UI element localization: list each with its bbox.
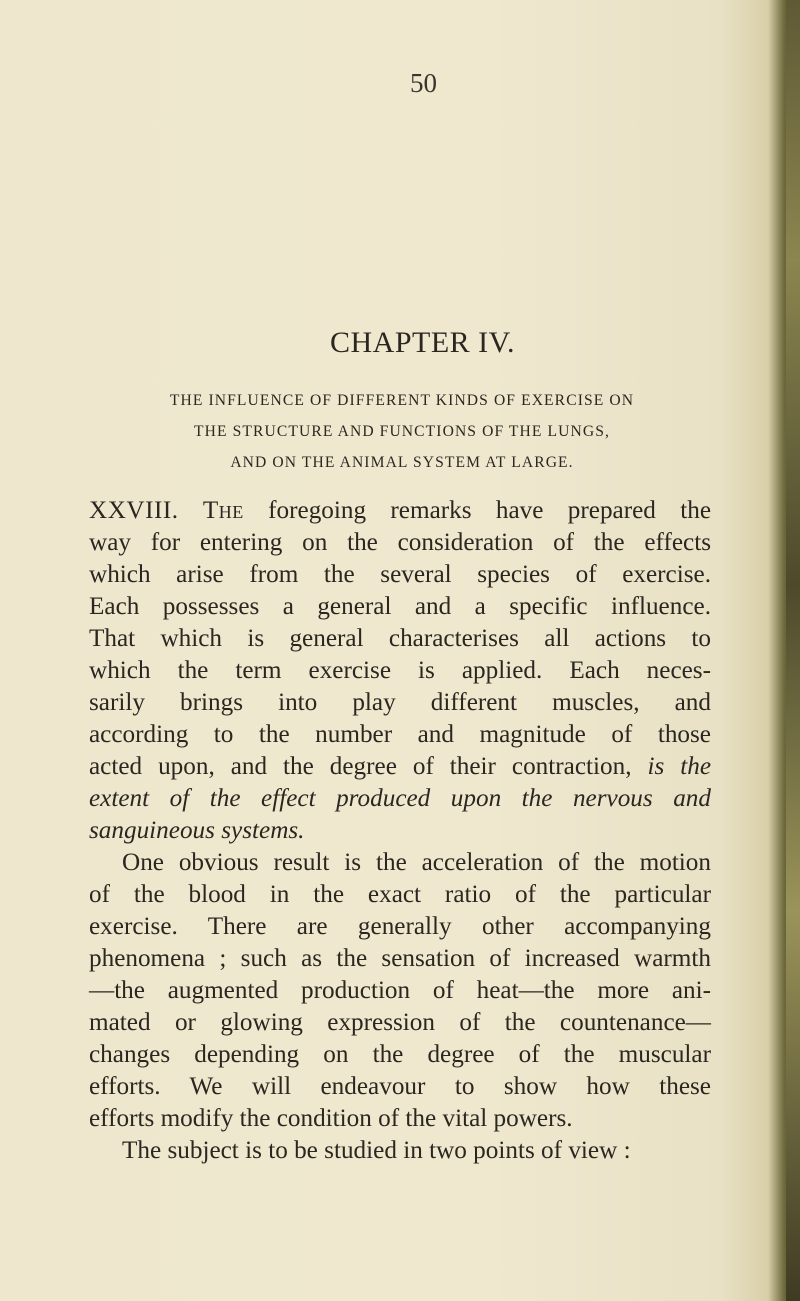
italic-text: sanguineous systems.	[89, 817, 305, 844]
para2-line-4: phenomena ; such as the sensation of increased warmth	[89, 945, 711, 972]
para3-line-1: The subject is to be studied in two points of view :	[122, 1137, 631, 1164]
chapter-title: CHAPTER IV.	[330, 326, 515, 359]
body-line-8: according to the number and magnitude of those	[89, 721, 711, 748]
para2-line-5: —the augmented production of heat—the more ani-	[89, 977, 711, 1004]
body-line-4: Each possesses a general and a specific influence.	[89, 593, 711, 620]
body-line-1	[89, 496, 711, 526]
para2-line-1: One obvious result is the acceleration of the motion	[122, 849, 711, 876]
para2-line-9: efforts modify the condition of the vital powers.	[89, 1105, 573, 1132]
para2-line-3: exercise. There are generally other accompanying	[89, 913, 711, 940]
lead-word: The	[202, 497, 244, 524]
body-line-7: sarily brings into play different muscles, and	[89, 689, 711, 716]
body-line-2: way for entering on the consideration of the effects	[89, 529, 711, 556]
section-number: XXVIII.	[89, 497, 179, 524]
body-line-6: which the term exercise is applied. Each neces-	[89, 657, 711, 684]
body-line-9	[89, 752, 711, 782]
italic-text: is the	[647, 753, 711, 780]
chapter-subtitle-line-3: AND ON THE ANIMAL SYSTEM AT LARGE.	[230, 454, 574, 471]
para2-line-6: mated or glowing expression of the countenance—	[89, 1009, 711, 1036]
chapter-subtitle-line-1: THE INFLUENCE OF DIFFERENT KINDS OF EXERCISE ON	[169, 392, 635, 409]
para2-line-7: changes depending on the degree of the muscular	[89, 1041, 711, 1068]
body-line-10	[89, 784, 711, 814]
chapter-subtitle-line-2: THE STRUCTURE AND FUNCTIONS OF THE LUNGS,	[193, 423, 611, 440]
para2-line-2: of the blood in the exact ratio of the particular	[89, 881, 711, 908]
page-number: 50	[410, 68, 437, 98]
body-line-5: That which is general characterises all actions to	[89, 625, 711, 652]
italic-text: extent of the effect produced upon the nervous and	[89, 785, 711, 812]
para2-line-8: efforts. We will endeavour to show how these	[89, 1073, 711, 1100]
body-text: foregoing remarks have prepared the	[268, 497, 712, 524]
body-line-3: which arise from the several species of exercise.	[89, 561, 711, 588]
body-line-11	[89, 816, 711, 846]
page-edge-shadow	[786, 0, 800, 1301]
body-text: acted upon, and the degree of their contraction,	[89, 753, 632, 780]
